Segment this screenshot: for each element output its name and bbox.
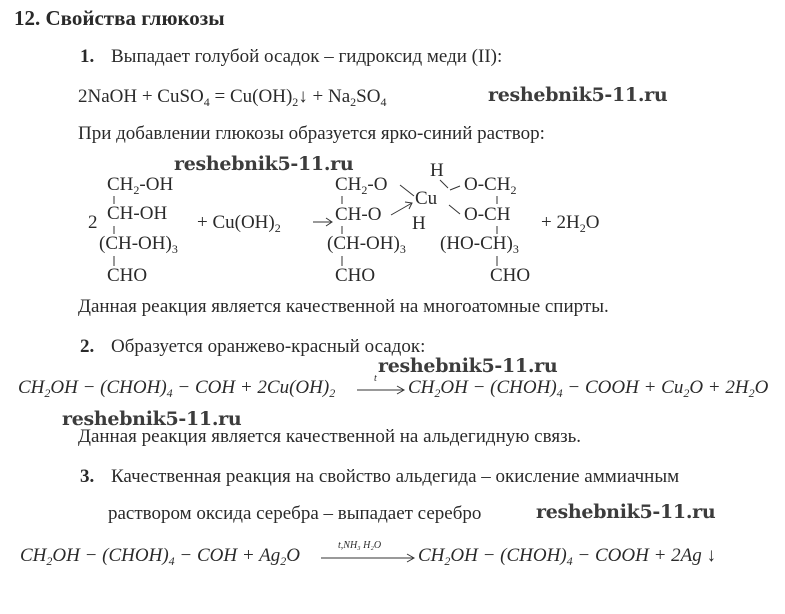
equation-arrow [356,385,406,395]
equation-condition: t,NH₃ H₂O [338,540,382,551]
complex-h-bottom: H [412,213,426,234]
watermark: reshebnik5-11.ru [62,408,242,430]
scheme-product: + $2H_2O$ [541,212,600,235]
complex-cu: Cu [415,188,438,209]
scheme-coefficient: 2 [88,212,98,233]
scheme-ch2oh: $CH_2-OH$ [107,174,174,197]
complex-ch2o: $CH_2-O$ [335,174,388,197]
complex-h-top: H [430,160,444,181]
item-3-number: 3. [80,466,95,487]
item-2-text: Образуется оранжево-красный осадок: [111,336,426,357]
complex-cho: CH-O [335,204,382,225]
watermark: reshebnik5-11.ru [488,84,668,106]
item-1-text: Выпадает голубой осадок – гидроксид меди (II): [111,46,503,67]
coordination-bond [449,205,460,214]
equation-fehling-right: $CH_2OH$ − $(CHOH)_4$ − COOH + $Cu_2O + 2H_2O$ [408,377,769,400]
complex-hoch: $(HO-CH)_3$ [440,233,519,256]
equation-tollens-left: $CH_2OH$ − $(CHOH)_4$ − COH + $Ag_2O$ [20,545,300,568]
page-title: 12. Свойства глюкозы [14,6,225,30]
scheme-choh: CH-OH [107,203,168,224]
coordination-arrow [391,203,412,215]
equation-condition: t [374,373,377,384]
complex-cho-right: CHO [490,265,531,286]
equation-fehling-left: $CH_2OH$ − $(CHOH)_4$ − COH + $2Cu(OH)_2$ [18,377,336,400]
watermark: reshebnik5-11.ru [378,355,558,377]
watermark: reshebnik5-11.ru [174,153,354,175]
item-2-line [80,336,425,358]
item-2-number: 2. [80,336,95,357]
coordination-bond [450,186,460,190]
scheme-chohn: $(CH-OH)_3$ [99,233,178,256]
equation-tollens-right: $CH_2OH$ − $(CHOH)_4$ − COOH + 2Ag ↓ [418,545,717,568]
equation-arrow [320,553,416,563]
item-1-conclusion: Данная реакция является качественной на многоатомные спирты. [78,296,609,317]
complex-och: O-CH [464,204,511,225]
scheme-cho: CHO [107,265,148,286]
glucose-text: При добавлении глюкозы образуется ярко-синий раствор: [78,123,545,144]
item-3-text-continued: раствором оксида серебра – выпадает серебро [108,503,482,524]
item-3-text: Качественная реакция на свойство альдегида – окисление аммиачным [111,466,680,487]
coordination-arrow [440,180,448,188]
complex-och2: $O-CH_2$ [464,174,517,197]
complex-chohn: $(CH-OH)_3$ [327,233,406,256]
equation-naoh-cuso4: 2NaOH + CuSO$_4$ = $Cu(OH)_2↓ + Na_2SO_4$ [78,86,387,109]
item-1-number: 1. [80,46,95,67]
item-3-line [80,466,679,488]
complex-cho-end: CHO [335,265,376,286]
coordination-bond [400,185,414,196]
scheme-reagent: + $Cu(OH)_2$ [197,212,281,235]
watermark: reshebnik5-11.ru [536,501,716,523]
item-2-conclusion: Данная реакция является качественной на альдегидную связь. [78,426,581,447]
